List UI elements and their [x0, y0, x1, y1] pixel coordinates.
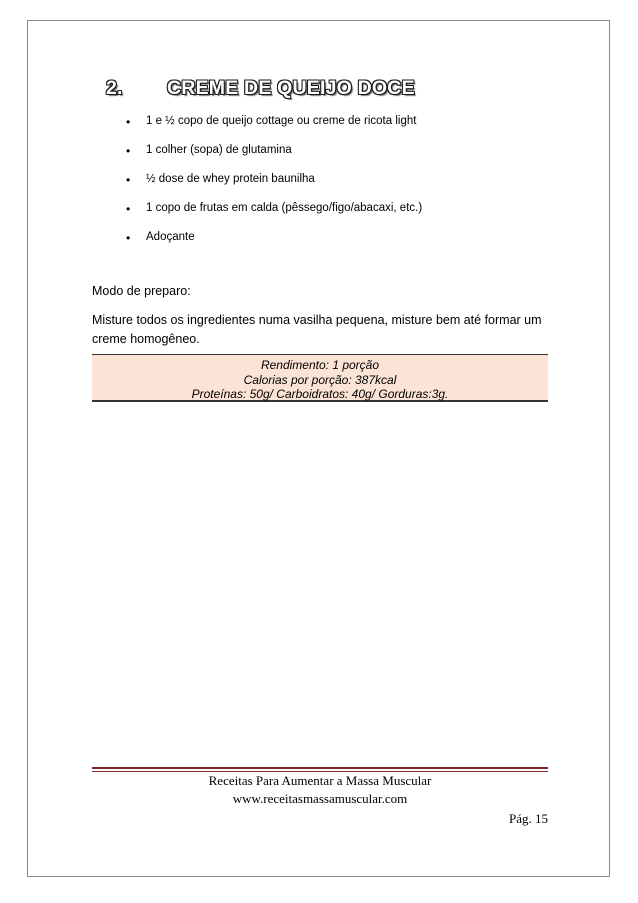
- ingredient-text: 1 e ½ copo de queijo cottage ou creme de ricota light: [146, 115, 417, 127]
- bullet-icon: •: [126, 231, 131, 245]
- ingredient-text: Adoçante: [146, 231, 195, 243]
- recipe-number: 2.: [106, 77, 123, 99]
- preparation-text: Misture todos os ingredientes numa vasilha pequena, misture bem até formar um creme homogêneo.: [92, 313, 542, 346]
- list-item: [126, 144, 422, 173]
- ingredient-text: 1 colher (sopa) de glutamina: [146, 144, 292, 156]
- footer-divider-thin: [92, 771, 548, 772]
- list-item: [126, 173, 422, 202]
- ingredient-text: 1 copo de frutas em calda (pêssego/figo/abacaxi, etc.): [146, 202, 423, 214]
- nutrition-box: [92, 354, 548, 402]
- footer-title: Receitas Para Aumentar a Massa Muscular: [208, 773, 432, 788]
- calories-line: Calorias por porção: 387kcal: [243, 372, 397, 387]
- footer-divider: [92, 767, 548, 769]
- bullet-icon: •: [126, 173, 131, 187]
- yield-line: Rendimento: 1 porção: [260, 358, 380, 372]
- page-number: Pág. 15: [509, 811, 548, 826]
- footer-url: www.receitasmassamuscular.com: [232, 791, 408, 806]
- list-item: [126, 231, 422, 260]
- bullet-icon: •: [126, 202, 131, 216]
- preparation-label: Modo de preparo:: [92, 284, 191, 298]
- ingredient-list: [126, 115, 422, 260]
- ingredient-text: ½ dose de whey protein baunilha: [146, 173, 315, 185]
- recipe-title: CREME DE QUEIJO DOCE: [167, 77, 415, 99]
- list-item: [126, 115, 422, 144]
- list-item: [126, 202, 422, 231]
- macros-line: Proteínas: 50g/ Carboidratos: 40g/ Gorduras:3g.: [191, 387, 449, 401]
- bullet-icon: •: [126, 144, 131, 158]
- recipe-heading: [106, 77, 415, 100]
- bullet-icon: •: [126, 115, 131, 129]
